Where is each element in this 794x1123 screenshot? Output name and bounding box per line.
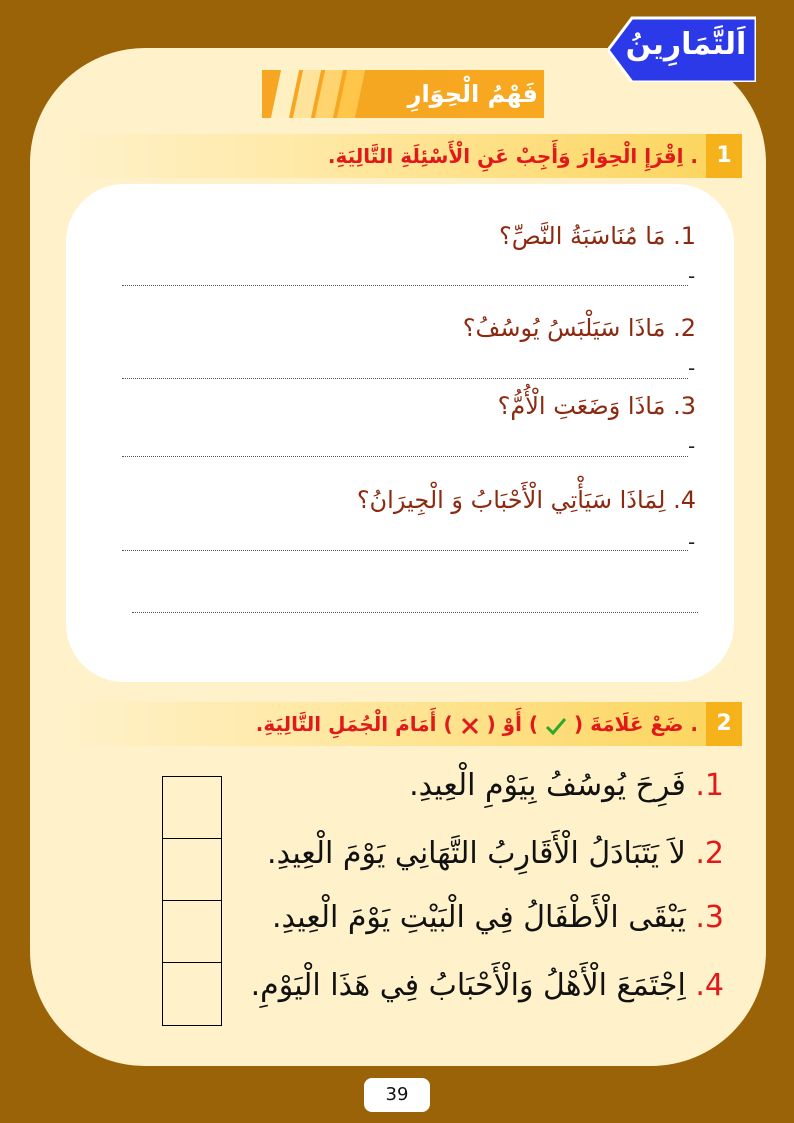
answer-dash-4: - [688,530,696,554]
answer-box-4[interactable] [163,963,221,1025]
question-2: 2. مَاذَا سَيَلْبَسُ يُوسُفُ؟ [462,314,696,342]
exercises-title: اَلتَّمَارِينُ [625,27,747,62]
section2-header [68,702,742,746]
statement-1 [409,768,724,803]
statement-4-number: 4. [695,968,724,1003]
question-1: 1. مَا مُنَاسَبَةُ النَّصِّ؟ [499,222,696,250]
instruction-part2: ) أَوْ ( [486,712,539,736]
answer-boxes [162,776,222,1026]
section2-number: 2 [706,702,742,746]
cross-icon [460,716,480,736]
answer-line-2[interactable] [122,378,688,379]
check-icon [545,716,567,736]
answer-line-1[interactable] [122,285,688,286]
statement-3-text: يَبْقَى الْأَطْفَالُ فِي الْبَيْتِ يَوْمَ الْعِيدِ. [272,900,686,935]
answer-box-3[interactable] [163,901,221,963]
statement-3 [272,900,724,935]
section1-number: 1 [706,134,742,178]
statement-4-text: اِجْتَمَعَ الْأَهْلُ وَالْأَحْبَابُ فِي هَذَا الْيَوْمِ. [250,968,686,1003]
section1-instruction: . اِقْرَإِ الْحِوَارَ وَأَجِبْ عَنِ الْأَسْئِلَةِ التَّالِيَةِ. [327,144,698,168]
instruction-part1: . ضَعْ عَلَامَةَ ( [574,712,698,736]
statement-2-text: لاَ يَتَبَادَلُ الْأَقَارِبُ التَّهَانِي يَوْمَ الْعِيدِ. [267,836,686,871]
answer-line-3[interactable] [122,456,688,457]
statement-3-number: 3. [695,900,724,935]
instruction-part3: ) أَمَامَ الْجُمَلِ التَّالِيَةِ. [255,712,453,736]
statement-4 [251,968,724,1003]
question-3: 3. مَاذَا وَضَعَتِ الْأُمُّ؟ [497,392,696,420]
page-number: 39 [364,1078,430,1112]
statement-1-number: 1. [695,768,724,803]
section1-header [68,134,742,178]
answer-line-4[interactable] [122,550,688,551]
subtitle-text: فَهْمُ الْحِوَارِ [407,80,538,108]
answer-dash-2: - [688,356,696,380]
statement-2 [267,836,724,871]
answer-box-2[interactable] [163,839,221,901]
answer-line-5[interactable] [132,612,698,613]
statement-2-number: 2. [695,836,724,871]
question-4: 4. لِمَاذَا سَيَأْتِي الْأَحْبَابُ وَ الْجِيرَانُ؟ [356,486,696,514]
section2-instruction [256,702,698,746]
answer-dash-3: - [688,434,696,458]
questions-box [66,184,734,682]
statement-1-text: فَرِحَ يُوسُفُ بِيَوْمِ الْعِيدِ. [409,768,686,803]
answer-box-1[interactable] [163,777,221,839]
answer-dash-1: - [688,264,696,288]
